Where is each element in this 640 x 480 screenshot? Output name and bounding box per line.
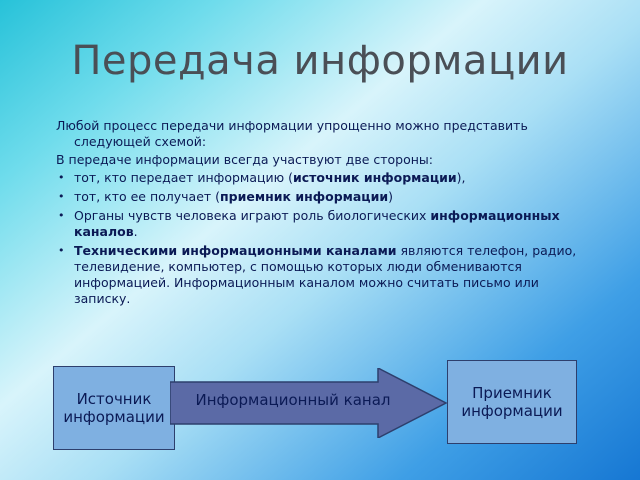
bullet-icon: •: [58, 171, 65, 184]
channel-label: Информационный канал: [195, 391, 391, 409]
receiver-box: [447, 360, 577, 444]
sides-paragraph: В передаче информации всегда участвуют две стороны:: [56, 152, 433, 167]
source-label: Источник информации: [63, 390, 165, 426]
bullet-icon: •: [58, 244, 65, 257]
intro-paragraph: Любой процесс передачи информации упрощенно можно представить следующей схемой:: [56, 118, 528, 149]
list-item: • тот, кто ее получает (приемник информации): [58, 189, 393, 204]
slide-body: [56, 118, 596, 310]
bullet-icon: •: [58, 209, 65, 222]
list-item: • тот, кто передает информацию (источник информации),: [58, 170, 466, 185]
source-box: [53, 366, 175, 450]
slide-title: Передача информации: [71, 38, 569, 84]
list-item: • Органы чувств человека играют роль биологических информационных каналов.: [58, 208, 560, 239]
bullet-list: [56, 170, 596, 307]
receiver-label: Приемник информации: [461, 384, 563, 420]
list-item: • Техническими информационными каналами являются телефон, радио, телевидение, компьютер, с помощью которых люди обмениваются информацией. Информационным каналом можно считать письмо или записку.: [58, 243, 577, 306]
bullet-icon: •: [58, 190, 65, 203]
